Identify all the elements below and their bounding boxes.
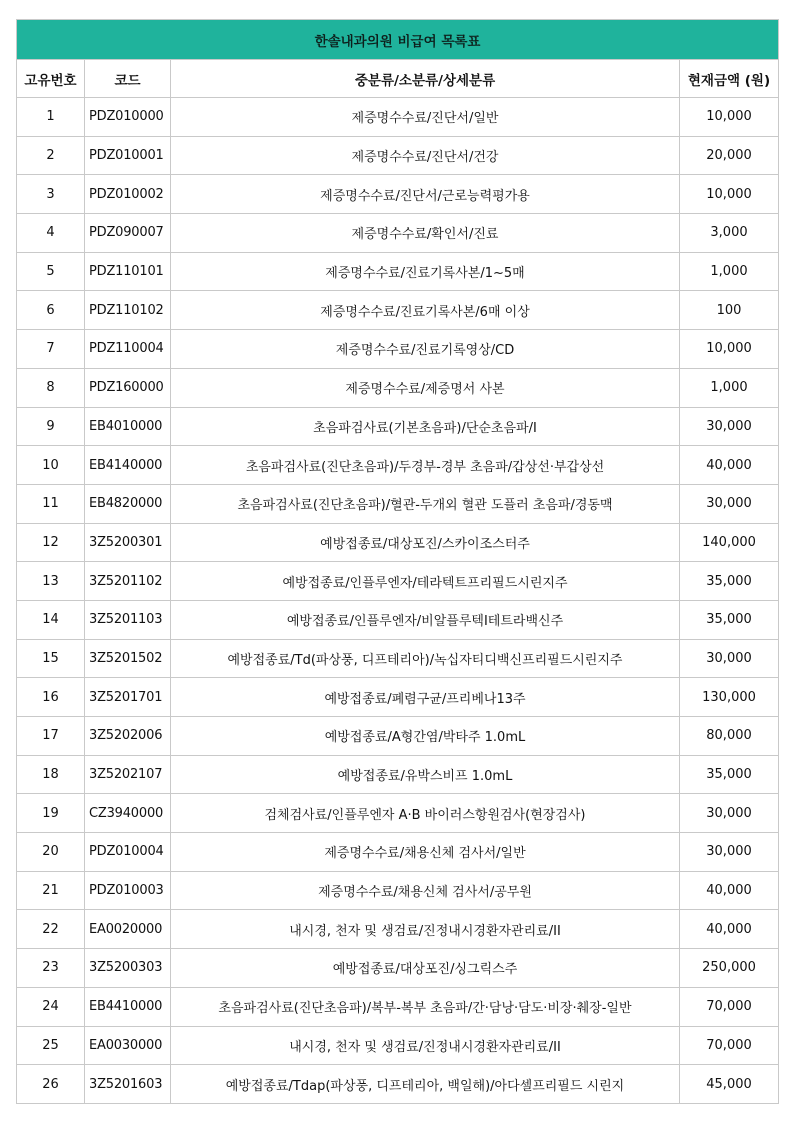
table-row (17, 987, 779, 1026)
row-id-cell: 24 (17, 987, 85, 1026)
row-category-cell: 예방접종료/대상포진/싱그릭스주 (171, 949, 680, 988)
row-code-cell: PDZ110004 (85, 330, 171, 369)
row-category-cell: 초음파검사료(진단초음파)/두경부-경부 초음파/갑상선·부갑상선 (171, 446, 680, 485)
row-category-cell: 예방접종료/인플루엔자/테라텍트프리필드시린지주 (171, 562, 680, 601)
row-category-cell: 제증명수수료/채용신체 검사서/공무원 (171, 871, 680, 910)
row-price-cell: 35,000 (680, 755, 779, 794)
row-code-cell: EB4010000 (85, 407, 171, 446)
row-code-cell: 3Z5200303 (85, 949, 171, 988)
row-price-cell: 250,000 (680, 949, 779, 988)
row-id-cell: 21 (17, 871, 85, 910)
row-category-cell: 예방접종료/인플루엔자/비알플루텍I테트라백신주 (171, 600, 680, 639)
row-code-cell: PDZ010002 (85, 175, 171, 214)
row-id-cell: 23 (17, 949, 85, 988)
row-price-cell: 1,000 (680, 368, 779, 407)
row-price-cell: 30,000 (680, 407, 779, 446)
row-price-cell: 40,000 (680, 910, 779, 949)
row-price-cell: 45,000 (680, 1065, 779, 1104)
row-price-cell: 30,000 (680, 639, 779, 678)
table-row (17, 446, 779, 485)
row-code-cell: PDZ010000 (85, 98, 171, 137)
row-price-cell: 20,000 (680, 136, 779, 175)
row-price-cell: 30,000 (680, 833, 779, 872)
row-id-cell: 26 (17, 1065, 85, 1104)
row-code-cell: EA0030000 (85, 1026, 171, 1065)
row-price-cell: 130,000 (680, 678, 779, 717)
row-price-cell: 10,000 (680, 175, 779, 214)
table-row (17, 175, 779, 214)
row-id-cell: 17 (17, 717, 85, 756)
column-header-code: 코드 (85, 60, 171, 98)
table-row (17, 755, 779, 794)
row-code-cell: EA0020000 (85, 910, 171, 949)
row-price-cell: 100 (680, 291, 779, 330)
row-id-cell: 3 (17, 175, 85, 214)
row-category-cell: 제증명수수료/진단서/건강 (171, 136, 680, 175)
row-price-cell: 30,000 (680, 484, 779, 523)
column-header-id: 고유번호 (17, 60, 85, 98)
row-category-cell: 예방접종료/A형간염/박타주 1.0mL (171, 717, 680, 756)
row-price-cell: 40,000 (680, 871, 779, 910)
table-row (17, 1026, 779, 1065)
row-id-cell: 16 (17, 678, 85, 717)
header-row (17, 60, 779, 98)
row-category-cell: 제증명수수료/진료기록사본/6매 이상 (171, 291, 680, 330)
table-row (17, 523, 779, 562)
row-category-cell: 제증명수수료/진료기록사본/1~5매 (171, 252, 680, 291)
table-row (17, 214, 779, 253)
table-row (17, 794, 779, 833)
row-id-cell: 6 (17, 291, 85, 330)
row-code-cell: EB4410000 (85, 987, 171, 1026)
row-category-cell: 제증명수수료/진단서/근로능력평가용 (171, 175, 680, 214)
row-id-cell: 8 (17, 368, 85, 407)
table-row (17, 600, 779, 639)
row-price-cell: 10,000 (680, 98, 779, 137)
row-category-cell: 예방접종료/유박스비프 1.0mL (171, 755, 680, 794)
row-category-cell: 내시경, 천자 및 생검료/진정내시경환자관리료/II (171, 910, 680, 949)
table-row (17, 562, 779, 601)
table-row (17, 949, 779, 988)
table-row (17, 833, 779, 872)
row-code-cell: 3Z5201102 (85, 562, 171, 601)
table-row (17, 484, 779, 523)
table-body (17, 98, 779, 1104)
column-header-price: 현재금액 (원) (680, 60, 779, 98)
row-id-cell: 19 (17, 794, 85, 833)
row-code-cell: PDZ010001 (85, 136, 171, 175)
row-code-cell: EB4820000 (85, 484, 171, 523)
row-category-cell: 초음파검사료(진단초음파)/혈관-두개외 혈관 도플러 초음파/경동맥 (171, 484, 680, 523)
table-row (17, 330, 779, 369)
row-code-cell: PDZ160000 (85, 368, 171, 407)
row-id-cell: 12 (17, 523, 85, 562)
row-code-cell: PDZ090007 (85, 214, 171, 253)
row-code-cell: 3Z5201701 (85, 678, 171, 717)
table-row (17, 678, 779, 717)
table-row (17, 639, 779, 678)
row-category-cell: 제증명수수료/제증명서 사본 (171, 368, 680, 407)
title-row (17, 20, 779, 60)
row-id-cell: 18 (17, 755, 85, 794)
row-category-cell: 초음파검사료(기본초음파)/단순초음파/I (171, 407, 680, 446)
row-code-cell: PDZ110102 (85, 291, 171, 330)
row-code-cell: 3Z5202006 (85, 717, 171, 756)
row-price-cell: 40,000 (680, 446, 779, 485)
row-category-cell: 예방접종료/Tdap(파상풍, 디프테리아, 백일해)/아다셀프리필드 시린지 (171, 1065, 680, 1104)
row-category-cell: 예방접종료/폐렴구균/프리베나13주 (171, 678, 680, 717)
row-code-cell: EB4140000 (85, 446, 171, 485)
row-price-cell: 70,000 (680, 987, 779, 1026)
row-price-cell: 70,000 (680, 1026, 779, 1065)
row-category-cell: 제증명수수료/진단서/일반 (171, 98, 680, 137)
table-row (17, 910, 779, 949)
row-category-cell: 내시경, 천자 및 생검료/진정내시경환자관리료/II (171, 1026, 680, 1065)
row-id-cell: 15 (17, 639, 85, 678)
row-category-cell: 예방접종료/대상포진/스카이조스터주 (171, 523, 680, 562)
table-row (17, 717, 779, 756)
row-id-cell: 2 (17, 136, 85, 175)
row-category-cell: 제증명수수료/확인서/진료 (171, 214, 680, 253)
row-price-cell: 10,000 (680, 330, 779, 369)
row-category-cell: 검체검사료/인플루엔자 A·B 바이러스항원검사(현장검사) (171, 794, 680, 833)
row-code-cell: 3Z5200301 (85, 523, 171, 562)
row-code-cell: PDZ010004 (85, 833, 171, 872)
row-price-cell: 3,000 (680, 214, 779, 253)
table-row (17, 291, 779, 330)
table-row (17, 871, 779, 910)
row-code-cell: 3Z5202107 (85, 755, 171, 794)
row-id-cell: 5 (17, 252, 85, 291)
row-id-cell: 4 (17, 214, 85, 253)
row-code-cell: 3Z5201103 (85, 600, 171, 639)
row-id-cell: 25 (17, 1026, 85, 1065)
table-row (17, 368, 779, 407)
row-category-cell: 초음파검사료(진단초음파)/복부-복부 초음파/간·담낭·담도·비장·췌장-일반 (171, 987, 680, 1026)
row-id-cell: 7 (17, 330, 85, 369)
row-price-cell: 30,000 (680, 794, 779, 833)
row-code-cell: 3Z5201603 (85, 1065, 171, 1104)
row-price-cell: 35,000 (680, 562, 779, 601)
row-price-cell: 1,000 (680, 252, 779, 291)
row-price-cell: 140,000 (680, 523, 779, 562)
row-id-cell: 11 (17, 484, 85, 523)
row-category-cell: 제증명수수료/채용신체 검사서/일반 (171, 833, 680, 872)
price-list-sheet (16, 19, 778, 1104)
row-id-cell: 1 (17, 98, 85, 137)
table-row (17, 98, 779, 137)
row-id-cell: 9 (17, 407, 85, 446)
table-row (17, 1065, 779, 1104)
row-code-cell: 3Z5201502 (85, 639, 171, 678)
row-code-cell: PDZ010003 (85, 871, 171, 910)
row-price-cell: 80,000 (680, 717, 779, 756)
row-id-cell: 10 (17, 446, 85, 485)
table-title: 한솔내과의원 비급여 목록표 (17, 20, 779, 60)
row-id-cell: 13 (17, 562, 85, 601)
row-category-cell: 예방접종료/Td(파상풍, 디프테리아)/녹십자티디백신프리필드시린지주 (171, 639, 680, 678)
row-code-cell: PDZ110101 (85, 252, 171, 291)
row-id-cell: 22 (17, 910, 85, 949)
row-id-cell: 20 (17, 833, 85, 872)
row-code-cell: CZ3940000 (85, 794, 171, 833)
table-row (17, 407, 779, 446)
table-row (17, 136, 779, 175)
row-price-cell: 35,000 (680, 600, 779, 639)
row-category-cell: 제증명수수료/진료기록영상/CD (171, 330, 680, 369)
row-id-cell: 14 (17, 600, 85, 639)
column-header-category: 중분류/소분류/상세분류 (171, 60, 680, 98)
price-table (16, 19, 779, 1104)
table-row (17, 252, 779, 291)
